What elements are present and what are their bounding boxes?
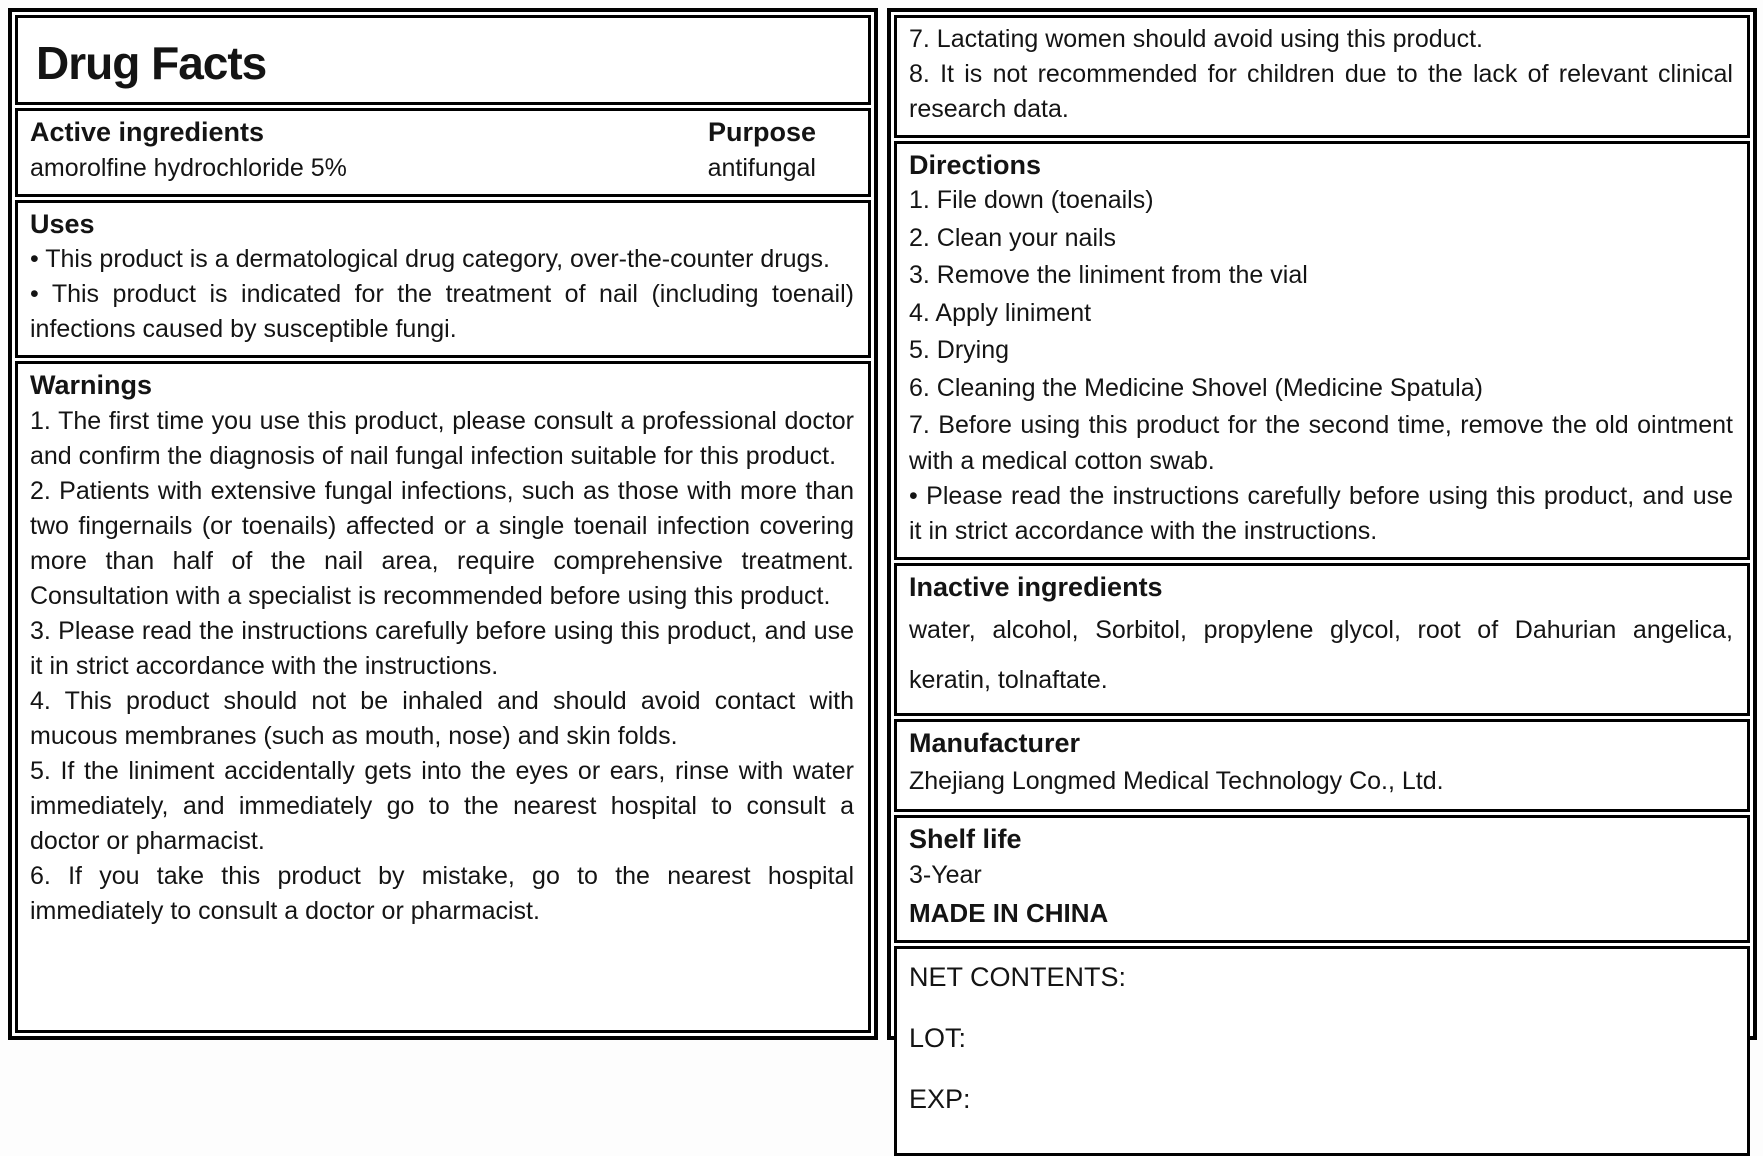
purpose-header: Purpose	[707, 117, 816, 147]
shelf-life-section	[894, 815, 1750, 943]
uses-list	[30, 242, 854, 347]
active-ingredient-value: amorolfine hydrochloride 5%	[30, 154, 347, 183]
page-title: Drug Facts	[36, 37, 267, 89]
list-item: 3. Please read the instructions carefully before using this product, and use it in strict accordance with the instructions.	[30, 616, 854, 680]
list-item: 1. File down (toenails)	[909, 186, 1154, 215]
manufacturer-value: Zhejiang Longmed Medical Technology Co., Ltd.	[909, 767, 1444, 796]
list-item: 6. Cleaning the Medicine Shovel (Medicine Spatula)	[909, 373, 1483, 402]
right-panel	[887, 8, 1757, 1115]
warnings-continued-section	[894, 15, 1750, 138]
list-item: 6. If you take this product by mistake, go to the nearest hospital immediately to consult a doctor or pharmacist.	[30, 861, 854, 925]
list-item: 3. Remove the liniment from the vial	[909, 261, 1308, 290]
title-section	[15, 15, 871, 105]
directions-note: • Please read the instructions carefully before using this product, and use it in strict accordance with the instructions.	[909, 482, 1733, 546]
list-item: • This product is indicated for the treatment of nail (including toenail) infections caused by susceptible fungi.	[30, 280, 854, 344]
uses-header: Uses	[30, 209, 95, 240]
purpose-column	[708, 115, 854, 186]
directions-section	[894, 141, 1750, 560]
directions-header: Directions	[909, 150, 1042, 180]
list-item: 2. Clean your nails	[909, 223, 1117, 252]
exp-label: EXP:	[909, 1084, 971, 1115]
shelf-life-value: 3-Year	[909, 860, 982, 889]
list-item: 1. The first time you use this product, please consult a professional doctor and confirm the diagnosis of nail fungal infection suitable for this product.	[30, 406, 854, 470]
manufacturer-header: Manufacturer	[909, 728, 1081, 759]
list-item: 7. Before using this product for the second time, remove the old ointment with a medical cotton swab.	[909, 411, 1733, 475]
directions-list	[909, 183, 1733, 479]
warnings-section	[15, 361, 871, 1033]
lot-label: LOT:	[909, 1022, 967, 1053]
made-in-china-label: MADE IN CHINA	[909, 898, 1109, 929]
list-item: 2. Patients with extensive fungal infections, such as those with more than two fingernails (or toenails) affected or a single toenail infection covering more than half of the nail area, require comprehensive treatment. Consultation with a specialist is recommended before using this product.	[30, 476, 854, 610]
manufacturer-section	[894, 719, 1750, 812]
active-ingredients-section	[15, 108, 871, 197]
list-item: 5. If the liniment accidentally gets into the eyes or ears, rinse with water immediately, and immediately go to the nearest hospital to consult a doctor or pharmacist.	[30, 756, 854, 855]
uses-section	[15, 200, 871, 358]
warnings-continued-list	[909, 22, 1733, 127]
active-ingredients-row	[30, 115, 854, 186]
warnings-list	[30, 404, 854, 929]
list-item: • This product is a dermatological drug category, over-the-counter drugs.	[30, 245, 830, 274]
active-ingredients-column	[30, 115, 347, 186]
inactive-ingredients-section	[894, 563, 1750, 716]
list-item: 4. This product should not be inhaled and should avoid contact with mucous membranes (such as mouth, nose) and skin folds.	[30, 686, 854, 750]
warnings-header: Warnings	[30, 370, 153, 401]
purpose-value: antifungal	[707, 154, 816, 183]
list-item: 8. It is not recommended for children due to the lack of relevant clinical research data.	[909, 60, 1733, 123]
shelf-life-header: Shelf life	[909, 823, 1022, 854]
active-ingredients-header: Active ingredients	[30, 117, 265, 147]
list-item: 5. Drying	[909, 336, 1010, 365]
net-contents-label: NET CONTENTS:	[909, 961, 1127, 992]
net-contents-section	[894, 946, 1750, 1156]
list-item: 4. Apply liniment	[909, 298, 1092, 327]
left-panel	[8, 8, 878, 1040]
inactive-ingredients-value: water, alcohol, Sorbitol, propylene glycol, root of Dahurian angelica, keratin, tolnaftate.	[909, 616, 1733, 695]
list-item: 7. Lactating women should avoid using this product.	[909, 25, 1483, 53]
inactive-ingredients-header: Inactive ingredients	[909, 572, 1163, 603]
